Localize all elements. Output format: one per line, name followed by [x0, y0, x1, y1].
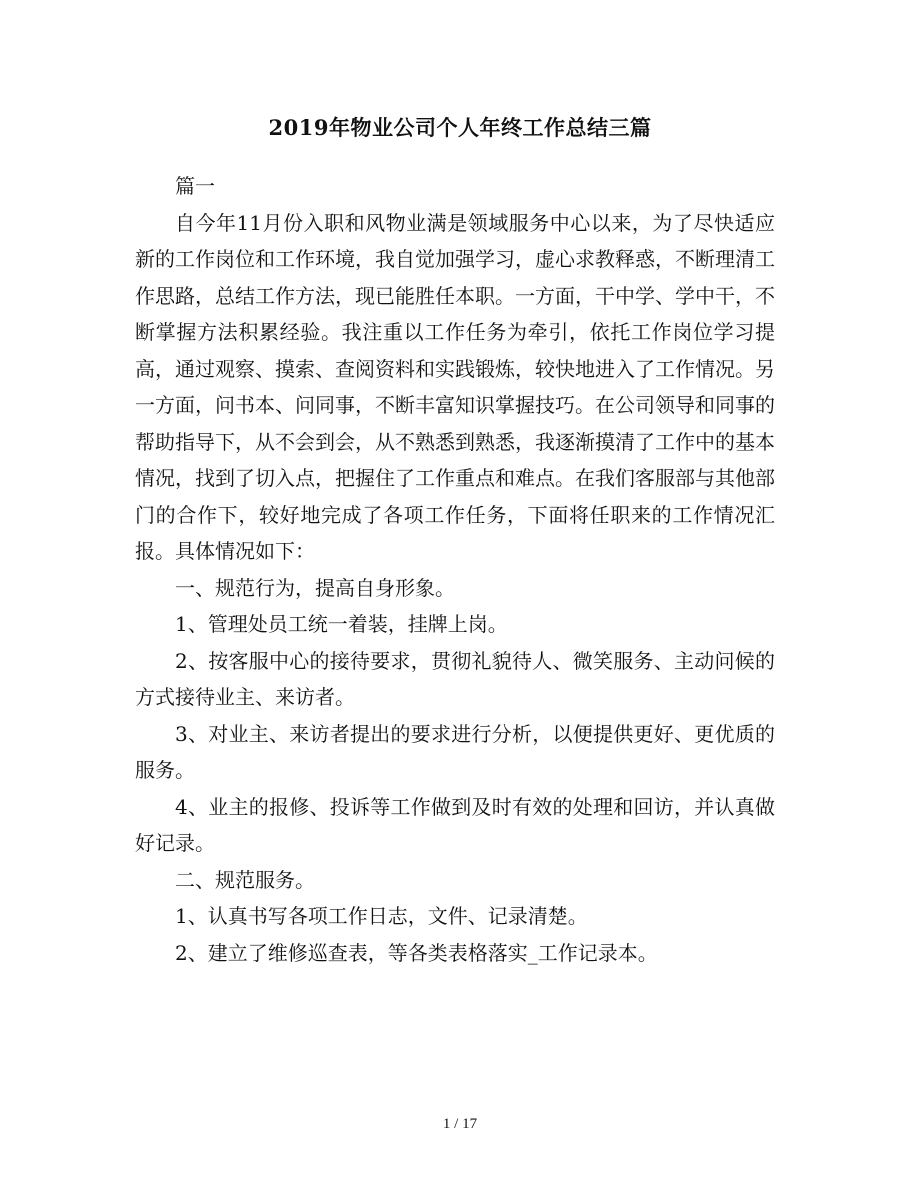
section-label: 篇一	[175, 174, 215, 198]
list-item: 2、按客服中心的接待要求，贯彻礼貌待人、微笑服务、主动问候的方式接待业主、来访者。	[135, 648, 775, 709]
list-item: 3、对业主、来访者提出的要求进行分析，以便提供更好、更优质的服务。	[135, 721, 775, 782]
list-item: 4、业主的报修、投诉等工作做到及时有效的处理和回访，并认真做好记录。	[135, 794, 775, 855]
list-item: 1、管理处员工统一着装，挂牌上岗。	[175, 612, 508, 636]
document-body	[135, 168, 775, 971]
list-item: 1、认真书写各项工作日志，文件、记录清楚。	[175, 904, 588, 928]
heading-section-2: 二、规范服务。	[175, 867, 315, 892]
paragraph-intro: 自今年11月份入职和风物业满是领域服务中心以来，为了尽快适应新的工作岗位和工作环境，我自觉加强学习，虚心求教释惑，不断理清工作思路，总结工作方法，现已能胜任本职。一方面，干中学、学中干，不断掌握方法积累经验。我注重以工作任务为牵引，依托工作岗位学习提高，通过观察、摸索、查阅资料和实践锻炼，较快地进入了工作情况。另一方面，问书本、问同事，不断丰富知识掌握技巧。在公司领导和同事的帮助指导下，从不会到会，从不熟悉到熟悉，我逐渐摸清了工作中的基本情况，找到了切入点，把握住了工作重点和难点。在我们客服部与其他部门的合作下，较好地完成了各项工作任务，下面将任职来的工作情况汇报。具体情况如下：	[135, 210, 775, 563]
page-number: 1 / 17	[442, 1116, 478, 1132]
heading-section-1: 一、规范行为，提高自身形象。	[175, 575, 455, 600]
document-title: 2019年物业公司个人年终工作总结三篇	[268, 115, 652, 140]
list-item: 2、建立了维修巡查表，等各类表格落实_工作记录本。	[175, 940, 658, 965]
